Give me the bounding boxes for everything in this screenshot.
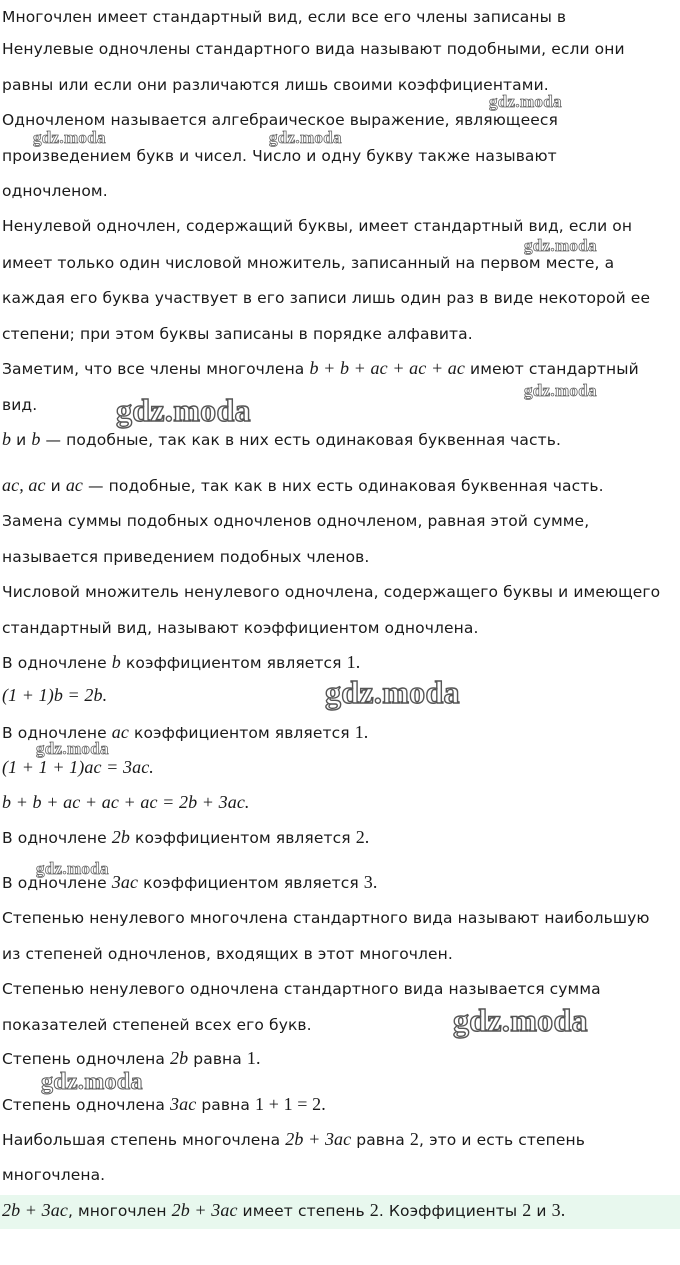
- text-run: коэффициентом является: [120, 654, 347, 672]
- text-run: Заметим, что все члены многочлена: [2, 360, 310, 378]
- text-line: Замена суммы подобных одночленов одночленом, равная этой сумме,: [2, 512, 590, 530]
- text-run: равна: [188, 1050, 247, 1068]
- text-run: коэффициентом является: [129, 829, 356, 847]
- text-line: [2, 1129, 585, 1150]
- math-expression: 2b + 3ac: [285, 1129, 352, 1149]
- text-run: Степень одночлена: [2, 1050, 171, 1068]
- watermark: gdz.moda: [325, 674, 460, 710]
- math-number: 3.: [551, 1200, 566, 1220]
- text-line: [2, 358, 639, 379]
- math-expression: b + b + ac + ac + ac: [309, 358, 465, 378]
- text-run: В одночлене: [2, 724, 112, 742]
- watermark: gdz.moda: [489, 92, 562, 111]
- text-run: — подобные, так как в них есть одинаковая буквенная часть.: [40, 431, 562, 449]
- math-number: 1.: [346, 652, 361, 672]
- text-run: коэффициентом является: [128, 724, 355, 742]
- math-number: 2.: [355, 827, 370, 847]
- text-run: и: [11, 431, 32, 449]
- text-run: . Коэффициенты: [378, 1202, 523, 1220]
- text-run: — подобные, так как в них есть одинаковая буквенная часть.: [83, 477, 604, 495]
- math-number: 1.: [354, 722, 369, 742]
- math-expression: b: [31, 429, 41, 449]
- text-run: , многочлен: [67, 1202, 172, 1220]
- text-line: имеет только один числовой множитель, записанный на первом месте, а: [2, 254, 615, 272]
- text-run: и: [45, 477, 66, 495]
- math-expression: 3ac: [170, 1094, 197, 1114]
- answer-line: [2, 1200, 565, 1221]
- text-line: Степенью ненулевого многочлена стандартного вида называют наибольшую: [2, 909, 650, 927]
- watermark: gdz.moda: [453, 1002, 588, 1038]
- text-line: произведением букв и чисел. Число и одну букву также называют: [2, 147, 557, 165]
- math-expression: 2b + 3ac: [171, 1200, 238, 1220]
- text-line: [2, 1094, 326, 1115]
- text-line: Многочлен имеет стандартный вид, если все его члены записаны в: [2, 8, 567, 26]
- watermark: gdz.moda: [36, 739, 109, 758]
- formula: (1 + 1)b = 2b.: [2, 685, 108, 705]
- text-line: [2, 429, 561, 450]
- math-expression: b: [111, 652, 121, 672]
- watermark: gdz.moda: [524, 236, 597, 255]
- math-expression: 2b + 3ac: [2, 1200, 68, 1220]
- watermark: gdz.moda: [41, 1069, 143, 1095]
- text-run: коэффициентом является: [138, 874, 364, 892]
- formula: b + b + ac + ac + ac = 2b + 3ac.: [2, 792, 250, 812]
- text-line: одночленом.: [2, 182, 108, 200]
- math-number: 2: [369, 1200, 379, 1220]
- watermark: gdz.moda: [33, 128, 106, 147]
- text-line: равны или если они различаются лишь своими коэффициентами.: [2, 76, 549, 94]
- math-number: 2: [409, 1129, 420, 1149]
- text-run: равна: [351, 1131, 410, 1149]
- text-line: [2, 1048, 261, 1069]
- text-run: В одночлене: [2, 654, 112, 672]
- text-run: Степень одночлена: [2, 1096, 171, 1114]
- math-expression: 2b: [170, 1048, 189, 1068]
- text-line: Одночленом называется алгебраическое выражение, являющееся: [2, 111, 558, 129]
- text-run: имеет степень: [237, 1202, 370, 1220]
- text-line: Числовой множитель ненулевого одночлена, содержащего буквы и имеющего: [2, 583, 661, 601]
- math-number: 1 + 1 = 2.: [255, 1094, 326, 1114]
- math-number: 3.: [363, 872, 378, 892]
- math-expression: 3ac: [111, 872, 139, 892]
- watermark: gdz.moda: [269, 128, 342, 147]
- math-expression: ac: [111, 722, 129, 742]
- watermark: gdz.moda: [36, 859, 109, 878]
- watermark: gdz.moda: [116, 392, 251, 428]
- text-run: равна: [196, 1096, 256, 1114]
- math-expression: 2b: [111, 827, 130, 847]
- math-expression: b: [2, 429, 12, 449]
- text-line: [2, 475, 604, 496]
- text-line: [2, 827, 369, 848]
- text-line: называется приведением подобных членов.: [2, 548, 370, 566]
- text-line: стандартный вид, называют коэффициентом одночлена.: [2, 619, 479, 637]
- text-line: из степеней одночленов, входящих в этот многочлен.: [2, 945, 453, 963]
- text-run: В одночлене: [2, 829, 112, 847]
- formula: (1 + 1 + 1)ac = 3ac.: [2, 757, 154, 777]
- math-expression: ac: [65, 475, 84, 495]
- text-line: степени; при этом буквы записаны в порядке алфавита.: [2, 325, 473, 343]
- watermark: gdz.moda: [524, 381, 597, 400]
- text-line: каждая его буква участвует в его записи лишь один раз в виде некоторой ее: [2, 289, 651, 307]
- text-line: многочлена.: [2, 1166, 106, 1184]
- text-line: Степенью ненулевого одночлена стандартного вида называется сумма: [2, 980, 601, 998]
- text-line: Ненулевой одночлен, содержащий буквы, имеет стандартный вид, если он: [2, 217, 633, 235]
- text-line: [2, 652, 360, 673]
- text-run: имеют стандартный: [465, 360, 639, 378]
- text-line: Ненулевые одночлены стандартного вида называют подобными, если они: [2, 40, 625, 58]
- text-run: В одночлене: [2, 874, 112, 892]
- math-expression: ac, ac: [2, 475, 46, 495]
- math-number: 1.: [246, 1048, 261, 1068]
- text-line: показателей степеней всех его букв.: [2, 1016, 312, 1034]
- text-run: , это и есть степень: [419, 1131, 585, 1149]
- math-number: 2: [522, 1200, 532, 1220]
- text-run: и: [531, 1202, 552, 1220]
- text-line: вид.: [2, 396, 38, 414]
- text-run: Наибольшая степень многочлена: [2, 1131, 286, 1149]
